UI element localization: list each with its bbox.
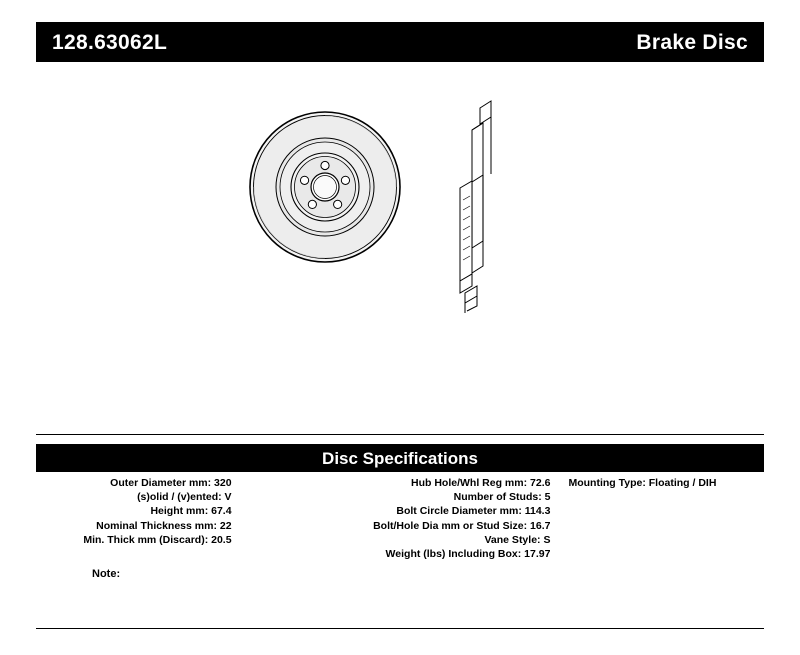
header-bar [36, 22, 764, 62]
brake-disc-side-section-view [460, 101, 491, 313]
spec-item: Vane Style: S [484, 533, 551, 546]
spec-item: Bolt/Hole Dia mm or Stud Size: 16.7 [373, 519, 551, 532]
note-label: Note: [92, 568, 121, 580]
technical-drawing [36, 70, 764, 430]
spec-column-left [36, 476, 238, 547]
spec-title: Disc Specifications [322, 448, 478, 468]
spec-columns [36, 476, 764, 561]
spec-item: (s)olid / (v)ented: V [137, 491, 232, 504]
spec-item: Hub Hole/Whl Reg mm: 72.6 [411, 477, 551, 489]
spec-column-right [556, 476, 764, 490]
part-number: 128.63062L [52, 30, 168, 54]
note-row [36, 568, 764, 580]
page-bottom-divider [36, 628, 764, 629]
spec-item: Number of Studs: 5 [453, 491, 551, 504]
spec-item: Outer Diameter mm: 320 [110, 477, 232, 489]
product-type: Brake Disc [636, 30, 748, 54]
spec-item: Height mm: 67.4 [150, 505, 232, 518]
spec-item: Bolt Circle Diameter mm: 114.3 [396, 505, 551, 518]
spec-item: Weight (lbs) Including Box: 17.97 [385, 548, 551, 561]
spec-top-divider [36, 434, 764, 435]
spec-column-middle [238, 476, 557, 561]
spec-item: Min. Thick mm (Discard): 20.5 [83, 533, 232, 546]
spec-title-bar [36, 444, 764, 472]
spec-item: Nominal Thickness mm: 22 [96, 519, 232, 532]
spec-item: Mounting Type: Floating / DIH [568, 477, 717, 489]
brake-disc-front-view [250, 112, 400, 262]
